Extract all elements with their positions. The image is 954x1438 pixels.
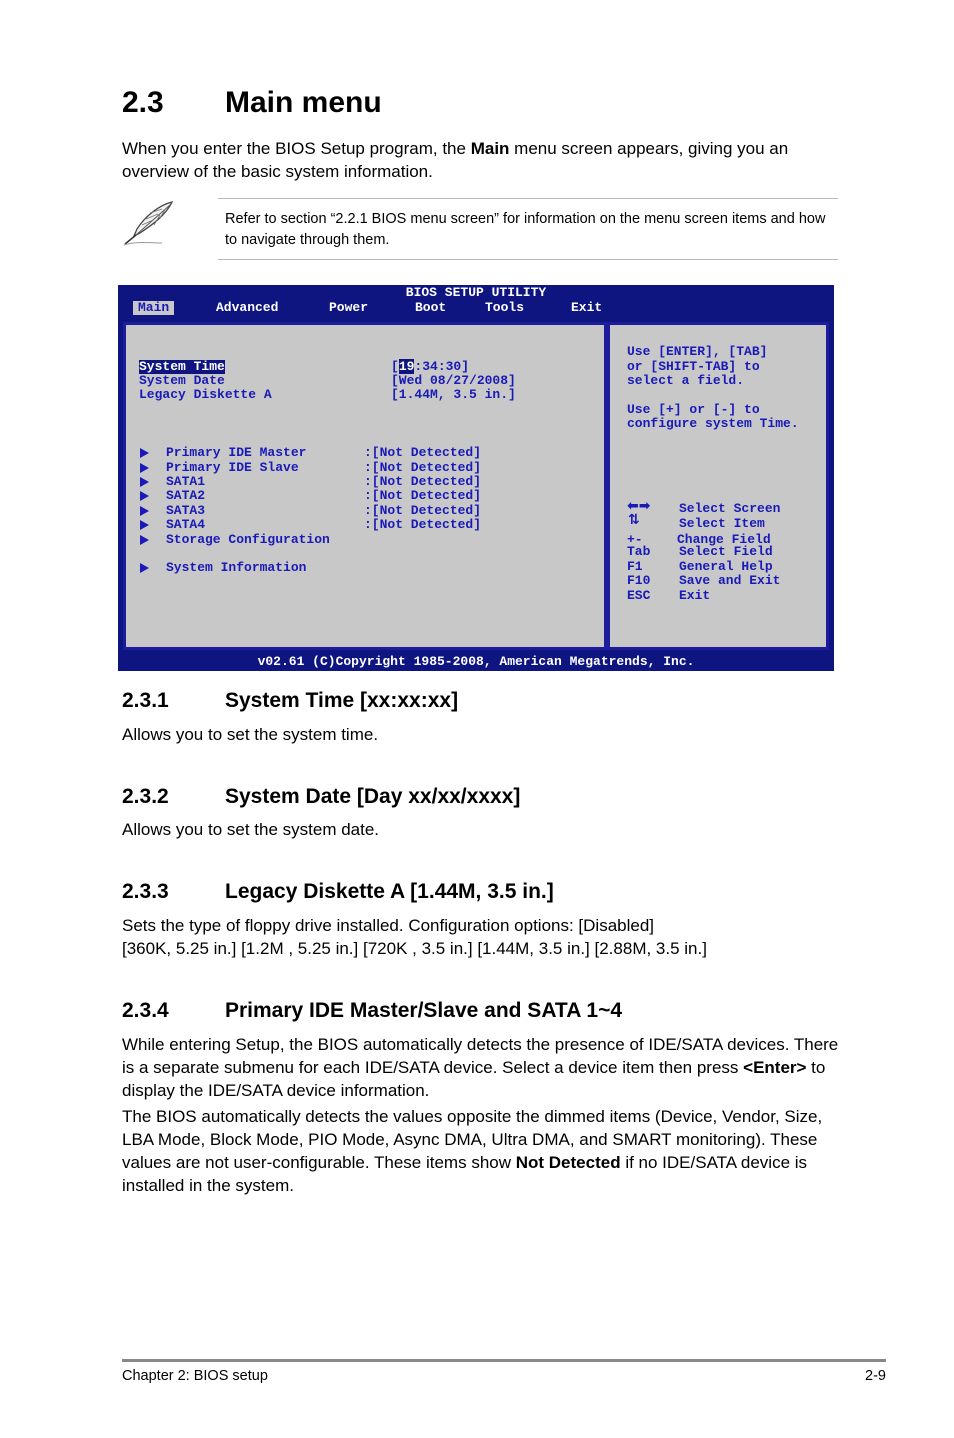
bios-tab-boot[interactable]: Boot bbox=[415, 300, 447, 315]
submenu-arrow-icon bbox=[140, 563, 149, 573]
submenu-arrow-icon bbox=[140, 477, 149, 487]
section-number: 2.3 bbox=[122, 86, 164, 119]
footer-rule bbox=[122, 1359, 886, 1362]
key-action: Change Field bbox=[677, 532, 771, 547]
key-name: F1 bbox=[627, 559, 643, 574]
bios-submenu-system-information[interactable]: System Information bbox=[166, 560, 307, 575]
bios-tab-tools[interactable]: Tools bbox=[485, 300, 525, 315]
submenu-arrow-icon bbox=[140, 520, 149, 530]
bios-submenu-sata2[interactable]: SATA2 bbox=[166, 488, 206, 503]
help-line: select a field. bbox=[627, 373, 745, 388]
key-name: Tab bbox=[627, 544, 651, 559]
note-bottom-rule bbox=[218, 259, 838, 260]
bios-item-system-date[interactable]: System Date bbox=[139, 373, 225, 388]
key-action: General Help bbox=[679, 559, 773, 574]
page-title bbox=[122, 86, 382, 120]
bios-submenu-value: :[Not Detected] bbox=[364, 445, 482, 460]
intro-paragraph: When you enter the BIOS Setup program, the Main menu screen appears, giving you an overview of the basic system information. bbox=[122, 139, 789, 181]
section-title: Main menu bbox=[225, 86, 382, 119]
submenu-arrow-icon bbox=[140, 491, 149, 501]
help-line: or [SHIFT-TAB] to bbox=[627, 359, 760, 374]
bios-submenu-value: :[Not Detected] bbox=[364, 503, 482, 518]
section-body-2-3-3-line2: [360K, 5.25 in.] [1.2M , 5.25 in.] [720K , 3.5 in.] [1.44M, 3.5 in.] [2.88M, 3.5 in.] bbox=[122, 939, 707, 958]
bios-tab-advanced[interactable]: Advanced bbox=[216, 300, 279, 315]
help-line: Use [+] or [-] to bbox=[627, 402, 760, 417]
bios-title: BIOS SETUP UTILITY bbox=[405, 285, 547, 300]
key-name: +- bbox=[627, 532, 643, 547]
section-heading-2-3-4: 2.3.4 Primary IDE Master/Slave and SATA 1~4 bbox=[122, 999, 623, 1022]
bios-screen bbox=[118, 285, 834, 671]
key-action: Select Item bbox=[679, 516, 765, 531]
submenu-arrow-icon bbox=[140, 448, 149, 458]
key-action: Save and Exit bbox=[679, 573, 781, 588]
key-name: ESC bbox=[627, 588, 651, 603]
bios-copyright: v02.61 (C)Copyright 1985-2008, American Megatrends, Inc. bbox=[257, 654, 695, 669]
section-body-2-3-4-p2: The BIOS automatically detects the values opposite the dimmed items (Device, Vendor, Size, LBA Mode, Block Mode, PIO Mode, Async DMA, Ultra DMA, and SMART monitoring). These values are not user-configurable. These items show Not Detected if no IDE/SATA device is installed in the system. bbox=[122, 1107, 823, 1195]
bios-submenu-value: :[Not Detected] bbox=[364, 460, 482, 475]
submenu-arrow-icon bbox=[140, 535, 149, 545]
bios-submenu-value: :[Not Detected] bbox=[364, 488, 482, 503]
bios-submenu-storage-configuration[interactable]: Storage Configuration bbox=[166, 532, 330, 547]
key-action: Exit bbox=[679, 588, 711, 603]
submenu-arrow-icon bbox=[140, 463, 149, 473]
bios-value-legacy-diskette[interactable]: [1.44M, 3.5 in.] bbox=[391, 387, 516, 402]
bios-submenu-primary-ide-slave[interactable]: Primary IDE Slave bbox=[166, 460, 299, 475]
key-action: Select Screen bbox=[679, 501, 781, 516]
section-heading-2-3-2: 2.3.2 System Date [Day xx/xx/xxxx] bbox=[122, 785, 521, 808]
bios-submenu-value: :[Not Detected] bbox=[364, 474, 482, 489]
section-body-2-3-4-p1: While entering Setup, the BIOS automatically detects the presence of IDE/SATA devices. There is a separate submenu for each IDE/SATA device. Select a device item then press <Enter> to display the IDE/SATA device information. bbox=[122, 1035, 839, 1100]
key-action: Select Field bbox=[679, 544, 773, 559]
section-body-2-3-2: Allows you to set the system date. bbox=[122, 820, 380, 839]
up-down-arrows-icon: ⇅ bbox=[628, 512, 640, 528]
bios-item-legacy-diskette[interactable]: Legacy Diskette A bbox=[139, 387, 272, 402]
note-top-rule bbox=[218, 198, 838, 199]
help-line: Use [ENTER], [TAB] bbox=[627, 344, 768, 359]
bios-submenu-sata4[interactable]: SATA4 bbox=[166, 517, 206, 532]
bios-value-system-time[interactable]: [19:34:30] bbox=[391, 359, 470, 374]
section-body-2-3-3-line1: Sets the type of floppy drive installed. Configuration options: [Disabled] bbox=[122, 916, 655, 935]
bios-submenu-value: :[Not Detected] bbox=[364, 517, 482, 532]
help-line: configure system Time. bbox=[627, 416, 799, 431]
section-heading-2-3-1: 2.3.1 System Time [xx:xx:xx] bbox=[122, 689, 459, 712]
bios-tab-power[interactable]: Power bbox=[329, 300, 369, 315]
bios-panel bbox=[123, 322, 829, 650]
bios-submenu-sata1[interactable]: SATA1 bbox=[166, 474, 206, 489]
section-heading-2-3-3: 2.3.3 Legacy Diskette A [1.44M, 3.5 in.] bbox=[122, 880, 554, 903]
section-body-2-3-1: Allows you to set the system time. bbox=[122, 725, 379, 744]
bios-submenu-sata3[interactable]: SATA3 bbox=[166, 503, 206, 518]
bios-tab-exit[interactable]: Exit bbox=[571, 300, 603, 315]
bios-value-system-date[interactable]: [Wed 08/27/2008] bbox=[391, 373, 516, 388]
bios-submenu-primary-ide-master[interactable]: Primary IDE Master bbox=[166, 445, 307, 460]
note-text: Refer to section “2.2.1 BIOS menu screen” for information on the menu screen items and how to navigate through them. bbox=[225, 211, 826, 248]
bios-tab-main[interactable]: Main bbox=[133, 301, 174, 315]
key-name: F10 bbox=[627, 573, 651, 588]
submenu-arrow-icon bbox=[140, 506, 149, 516]
footer-page-number: 2-9 bbox=[865, 1368, 886, 1384]
left-right-arrows-icon: ⬅➡ bbox=[627, 498, 651, 514]
footer-chapter: Chapter 2: BIOS setup bbox=[122, 1368, 268, 1384]
bios-item-system-time[interactable]: System Time bbox=[139, 359, 225, 374]
feather-pen-icon bbox=[122, 199, 176, 247]
